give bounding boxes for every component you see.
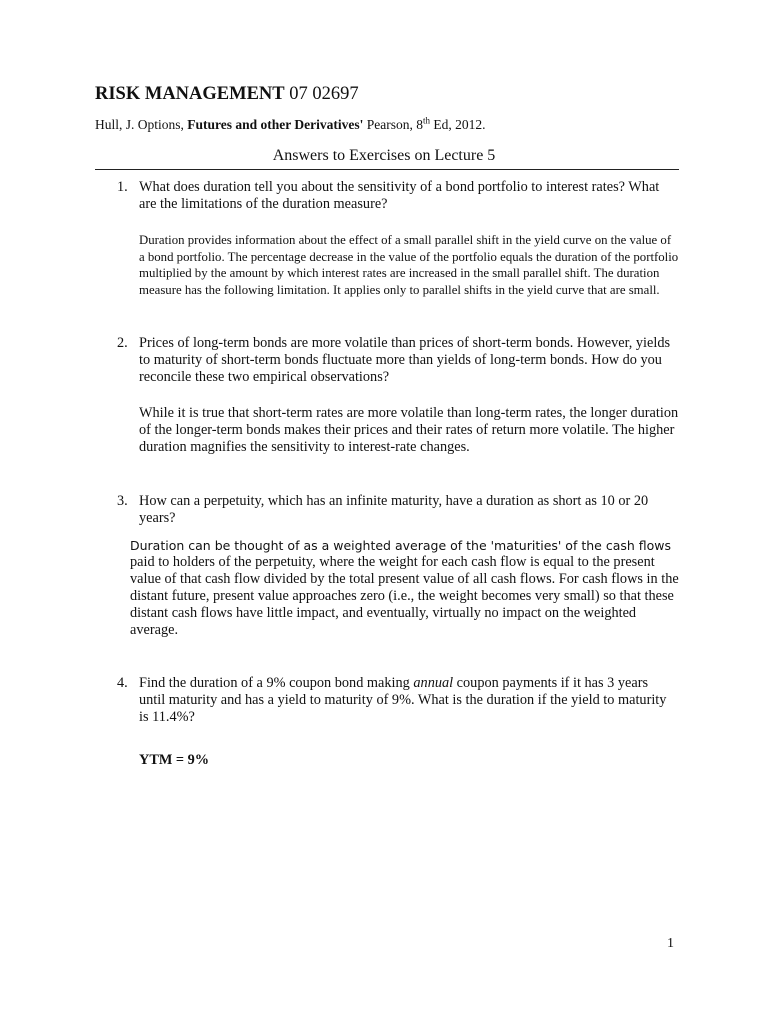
- document-title: [95, 84, 359, 105]
- question-text: How can a perpetuity, which has an infinite maturity, have a duration as short as 10 or 20 years?: [139, 493, 649, 526]
- reference-publisher: Pearson, 8: [363, 117, 424, 132]
- course-name: RISK MANAGEMENT: [95, 84, 285, 104]
- ytm-label: YTM = 9%: [139, 752, 210, 768]
- question-text: What does duration tell you about the sensitivity of a bond portfolio to interest rates? What are the limitations of the duration measure?: [139, 179, 660, 212]
- answer-3-body: paid to holders of the perpetuity, where the weight for each cash flow is equal to the present value of that cash flow divided by the total present value of all cash flows. For cash flows in the distant future, present value approaches zero (i.e., the weight becomes very small) so that these distant cash flows have little impact, and eventually, virtually no impact on the weighted average.: [130, 554, 679, 638]
- question-text-part: coupon payments if it has 3 years until maturity and has a yield to maturity of 9%. What is the duration if the yield to maturity is 11.4%?: [139, 675, 667, 725]
- question-text: Prices of long-term bonds are more volatile than prices of short-term bonds. However, yields to maturity of short-term bonds fluctuate more than yields of long-term bonds. How do you reconcile these two empirical observations?: [139, 335, 671, 385]
- page-subtitle: Answers to Exercises on Lecture 5: [272, 147, 496, 164]
- page-number: 1: [667, 936, 674, 951]
- reference-edition: Ed, 2012.: [430, 117, 486, 132]
- answer-3-lead: Duration can be thought of as a weighted average of the 'maturities' of the cash flows: [130, 538, 672, 553]
- question-1: [117, 179, 677, 213]
- question-number: 1.: [117, 179, 128, 195]
- header-divider: [95, 169, 679, 170]
- question-text-emphasis: annual: [413, 675, 454, 691]
- reference-author: Hull, J. Options,: [95, 117, 188, 132]
- reference-superscript: th: [423, 115, 431, 126]
- reference-book-title: Futures and other Derivatives': [187, 117, 364, 132]
- question-3: [117, 493, 677, 527]
- course-code: 07 02697: [284, 84, 359, 104]
- textbook-reference: [95, 117, 486, 133]
- answer-2: While it is true that short-term rates are more volatile than long-term rates, the longer duration of the longer-term bonds makes their prices and their rates of return more volatile. The higher duration magnifies the sensitivity to interest-rate changes.: [139, 405, 679, 455]
- answer-3: [130, 537, 680, 639]
- question-2: [117, 335, 677, 386]
- question-4: [117, 675, 677, 726]
- answer-1: Duration provides information about the effect of a small parallel shift in the yield curve on the value of a bond portfolio. The percentage decrease in the value of the portfolio equals the duration of the portfolio multiplied by the amount by which interest rates are increased in the small parallel shift. The duration measure has the following limitation. It applies only to parallel shifts in the yield curve that are small.: [139, 233, 679, 297]
- question-number: 4.: [117, 675, 128, 691]
- question-number: 2.: [117, 335, 128, 351]
- question-number: 3.: [117, 493, 128, 509]
- question-text: [139, 675, 677, 726]
- question-text-part: Find the duration of a 9% coupon bond making: [139, 675, 414, 691]
